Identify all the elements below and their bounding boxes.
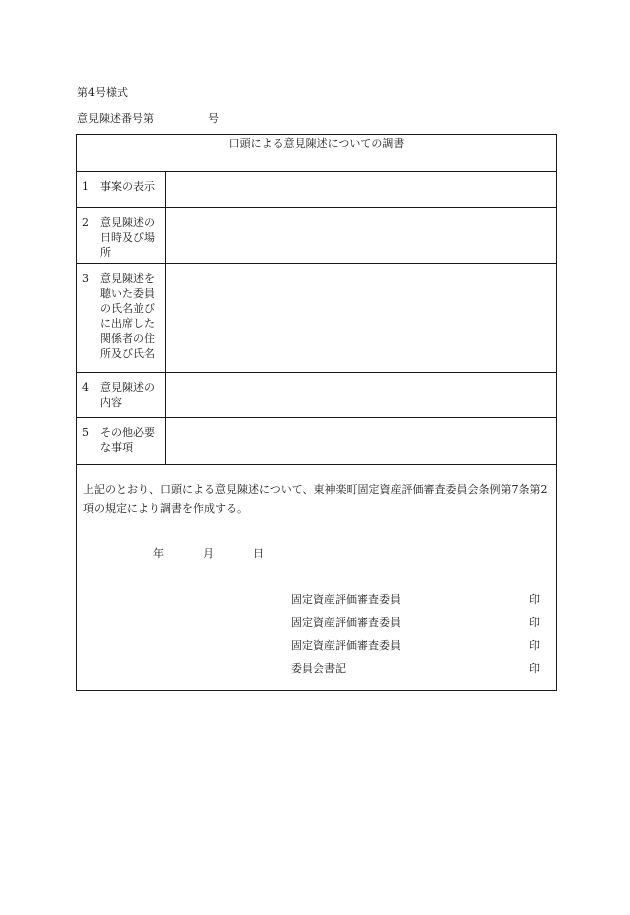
signatory-title: 固定資産評価審査委員 <box>291 616 401 629</box>
row-label-cell <box>77 373 166 418</box>
opinion-number-suffix: 号 <box>208 112 219 125</box>
signature-row <box>291 591 541 614</box>
opinion-number-label: 意見陳述番号第 <box>77 112 154 125</box>
table-row <box>77 373 557 418</box>
form-number: 第4号様式 <box>77 86 128 99</box>
table-row <box>77 418 557 465</box>
signatory-title: 固定資産評価審査委員 <box>291 593 401 606</box>
statement-content-field[interactable] <box>166 373 557 418</box>
row-label-cell <box>77 172 166 208</box>
row-label-cell <box>77 418 166 465</box>
table-row <box>77 172 557 208</box>
signatory-title: 委員会書記 <box>291 662 346 675</box>
table-row <box>77 208 557 264</box>
row-label: 事案の表示 <box>100 180 155 193</box>
row-label-cell <box>77 208 166 264</box>
attendees-field[interactable] <box>166 264 557 373</box>
certification-section <box>77 465 557 691</box>
case-display-field[interactable] <box>166 172 557 208</box>
row-label: その他必要な事項 <box>100 426 155 454</box>
month-label: 月 <box>203 547 214 560</box>
date-line <box>153 545 313 559</box>
signature-row <box>291 660 541 683</box>
row-index: 2 <box>82 216 89 229</box>
table-title: 口頭による意見陳述についての調書 <box>77 135 557 172</box>
seal-mark: 印 <box>529 662 540 675</box>
seal-mark: 印 <box>529 593 540 606</box>
certification-statement: 上記のとおり、口頭による意見陳述について、東神楽町固定資産評価審査委員会条例第7条第2項の規定により調書を作成する。 <box>83 483 548 515</box>
row-label: 意見陳述の内容 <box>100 381 155 409</box>
signature-row <box>291 637 541 660</box>
opinion-number-line <box>77 110 277 126</box>
signature-block <box>291 591 541 683</box>
other-matters-field[interactable] <box>166 418 557 465</box>
year-label: 年 <box>153 547 164 560</box>
seal-mark: 印 <box>529 616 540 629</box>
signatory-title: 固定資産評価審査委員 <box>291 639 401 652</box>
table-row <box>77 264 557 373</box>
row-index: 3 <box>82 272 89 285</box>
record-table <box>76 134 557 691</box>
seal-mark: 印 <box>529 639 540 652</box>
signature-row <box>291 614 541 637</box>
row-label-cell <box>77 264 166 373</box>
row-index: 5 <box>82 426 89 439</box>
row-label: 意見陳述の日時及び場所 <box>100 216 155 259</box>
day-label: 日 <box>253 547 264 560</box>
datetime-place-field[interactable] <box>166 208 557 264</box>
row-label: 意見陳述を聴いた委員の氏名並びに出席した関係者の住所及び氏名 <box>100 272 155 360</box>
row-index: 1 <box>82 180 89 193</box>
row-index: 4 <box>82 381 89 394</box>
